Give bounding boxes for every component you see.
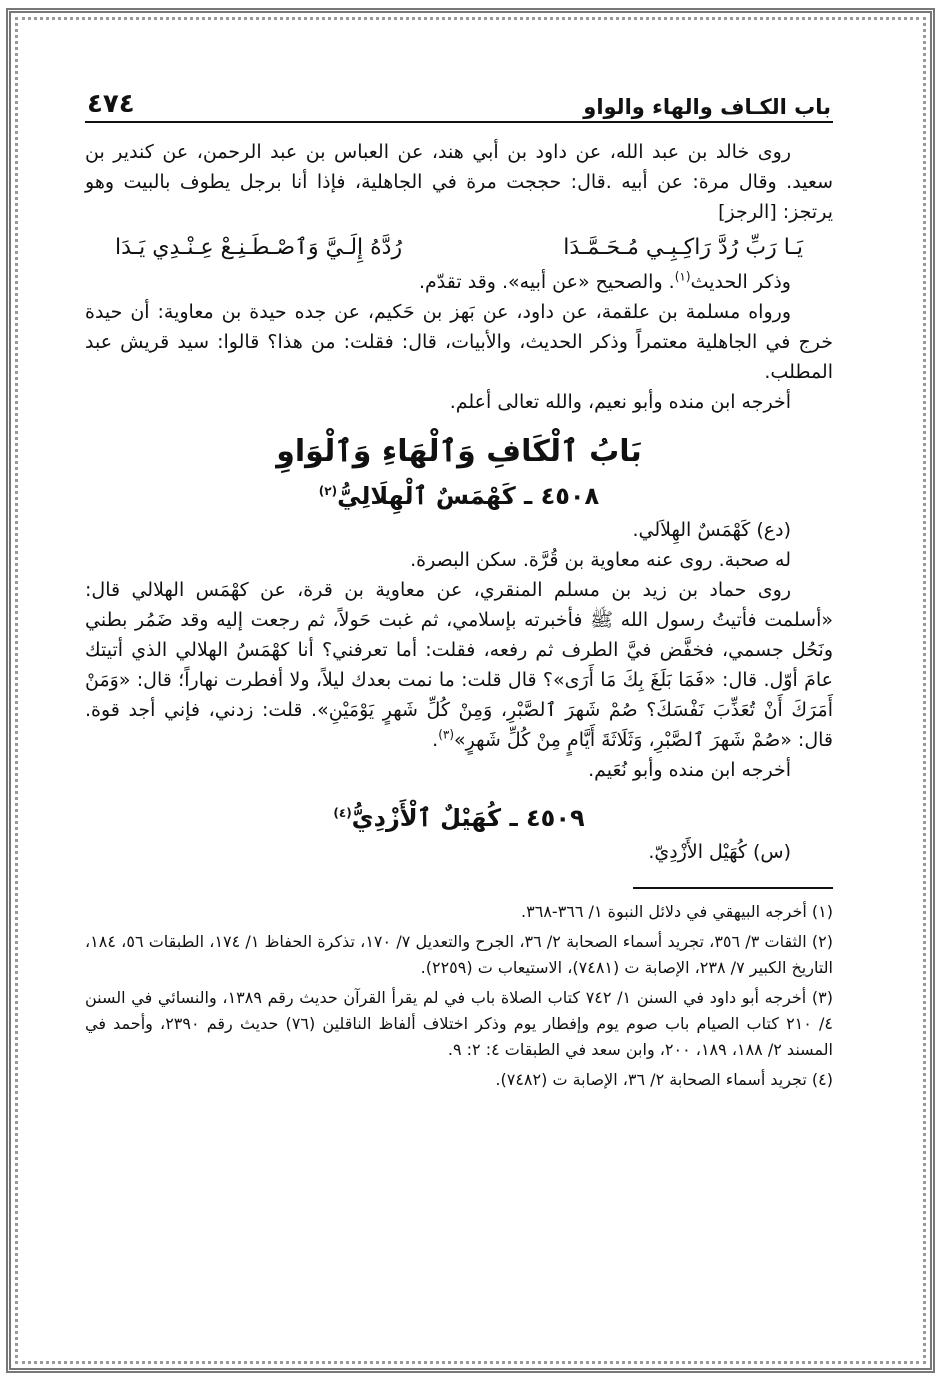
footnote-item: (١) أخرجه البيهقي في دلائل النبوة ١/ ٣٦٦-٣٦٨. bbox=[521, 902, 833, 921]
entry-heading-4508 bbox=[85, 477, 833, 515]
footnote-ref-3: (٣) bbox=[438, 727, 455, 742]
entry-code-line: (دع) كَهْمَسٌ الهِلاَلي. bbox=[632, 519, 791, 541]
paragraph-maslama: ورواه مسلمة بن علقمة، عن داود، عن بَهز بن حَكيم، عن جده حيدة بن معاوية: أن حيدة خرج في الجاهلية معتمراً وذكر الحديث، والأبيات، قال: فقلت: من هذا؟ قالوا: سيد قريش عبد المطلب. bbox=[85, 301, 833, 383]
running-title: باب الكـاف والهاء والواو bbox=[583, 95, 831, 119]
footnote-item: (٢) الثقات ٣/ ٣٥٦، تجريد أسماء الصحابة ٢/ ٣٦، الجرح والتعديل ٧/ ١٧٠، تذكرة الحفاظ ١/ ١٧٤، الطبقات ٥٦، ١٨٤، التاريخ الكبير ٧/ ٢٣٨، الإصابة ت (٧٤٨١)، الاستيعاب ت (٢٢٥٩). bbox=[85, 932, 833, 977]
footnote-ref-4: (٤) bbox=[333, 806, 352, 820]
text-run: . bbox=[432, 729, 439, 751]
text-run: وذكر الحديث bbox=[690, 271, 791, 293]
page-number: ٤٧٤ bbox=[87, 89, 135, 119]
paragraph-source: أخرجه ابن منده وأبو نُعَيم. bbox=[588, 759, 791, 781]
footnotes bbox=[85, 899, 833, 1093]
entry-title: ٤٥٠٩ ـ كُهَيْلٌ ٱلْأَزْدِيُّ bbox=[351, 804, 585, 832]
footnote-item: (٤) تجريد أسماء الصحابة ٢/ ٣٦، الإصابة ت (٧٤٨٢). bbox=[495, 1070, 833, 1089]
paragraph-hadith-note bbox=[85, 267, 833, 297]
page-header bbox=[85, 85, 833, 123]
chapter-title: بَابُ ٱلْكَافِ وَٱلْهَاءِ وَٱلْوَاوِ bbox=[276, 434, 642, 469]
verse bbox=[85, 227, 833, 267]
verse-hemistich-2: رُدَّهُ إِلَـيَّ وَٱصْـطَـنِـعْ عِـنْـدِي يَـدَا bbox=[115, 235, 403, 260]
spacer bbox=[85, 785, 833, 799]
main-text bbox=[85, 137, 833, 867]
footnote-item: (٣) أخرجه أبو داود في السنن ١/ ٧٤٢ كتاب الصلاة باب في لم يقرأ القرآن حديث رقم ١٣٨٩، والنسائي في السنن ٤/ ٢١٠ كتاب الصيام باب صوم يوم وإفطار يوم وذكر اختلاف ألفاظ الناقلين (٧٦) حديث رقم ٢٣٩٠، وأحمد في المسند ٢/ ١٨٨، ١٨٩، ٢٠٠، وابن سعد في الطبقات ٤: ٢: ٩. bbox=[85, 988, 834, 1059]
paragraph-khalid: روى خالد بن عبد الله، عن داود بن أبي هند، عن العباس بن عبد الرحمن، عن كندير بن سعيد. وقال مرة: عن أبيه .قال: حججت مرة في الجاهلية، فإذا أنا برجل يطوف بالبيت وهو يرتجز: [الرجز] bbox=[85, 141, 833, 223]
footnote-ref-1: (١) bbox=[674, 269, 691, 284]
entry-heading-4509 bbox=[85, 799, 833, 837]
footnote-ref-2: (٢) bbox=[318, 484, 338, 498]
footnote-separator bbox=[633, 887, 833, 889]
text-run: روى حماد بن زيد بن مسلم المنقري، عن معاوية بن قرة، عن كهْمَس الهلالي قال: «أسلمت فأتيتُ رسول الله ﷺ فأخبرته بإسلامي، ثم غبت حَولاً، ثم رجعت إليه وقد ضَمُر بطني ونَحُل جسمي، فخفَّض فيَّ الطرف ثم رفعه، فقلت: أما تعرفني؟ أنا كهْمَسُ الهلالي الذي أتيتك عامَ أوّل. قال: «فَمَا بَلَغَ بِكَ مَا أَرَى»؟ قال قلت: ما نمت بعدك ليلاً، ولا أفطرت نهاراً؛ قال: «وَمَنْ أَمَرَكَ أَنْ تُعَذِّبَ نَفْسَكَ؟ صُمْ شَهرَ ٱلصَّبْرِ، وَمِنْ كُلِّ شَهرٍ يَوْمَيْنِ». قلت: زدني، فإني أجد قوة. قال: «صُمْ شَهرَ ٱلصَّبْرِ، وَثَلَاثَةَ أَيَّامٍ مِنْ كُلِّ شَهرٍ» bbox=[85, 579, 833, 751]
entry-code-line: (س) كُهَيْل الأَزْدِيّ. bbox=[648, 841, 791, 863]
paragraph-source: أخرجه ابن منده وأبو نعيم، والله تعالى أعلم. bbox=[449, 391, 791, 413]
text-run: . والصحيح «عن أبيه». وقد تقدّم. bbox=[419, 271, 675, 293]
paragraph-hadith bbox=[85, 575, 833, 755]
entry-title: ٤٥٠٨ ـ كَهْمَسٌ ٱلْهِلَالِيُّ bbox=[337, 482, 600, 510]
entry-bio-line: له صحبة. روى عنه معاوية بن قُرَّة. سكن البصرة. bbox=[410, 549, 791, 571]
page-content bbox=[85, 85, 833, 1097]
verse-hemistich-1: يَـا رَبِّ رُدَّ رَاكِـبِـي مُـحَـمَّـدَا bbox=[563, 235, 803, 260]
